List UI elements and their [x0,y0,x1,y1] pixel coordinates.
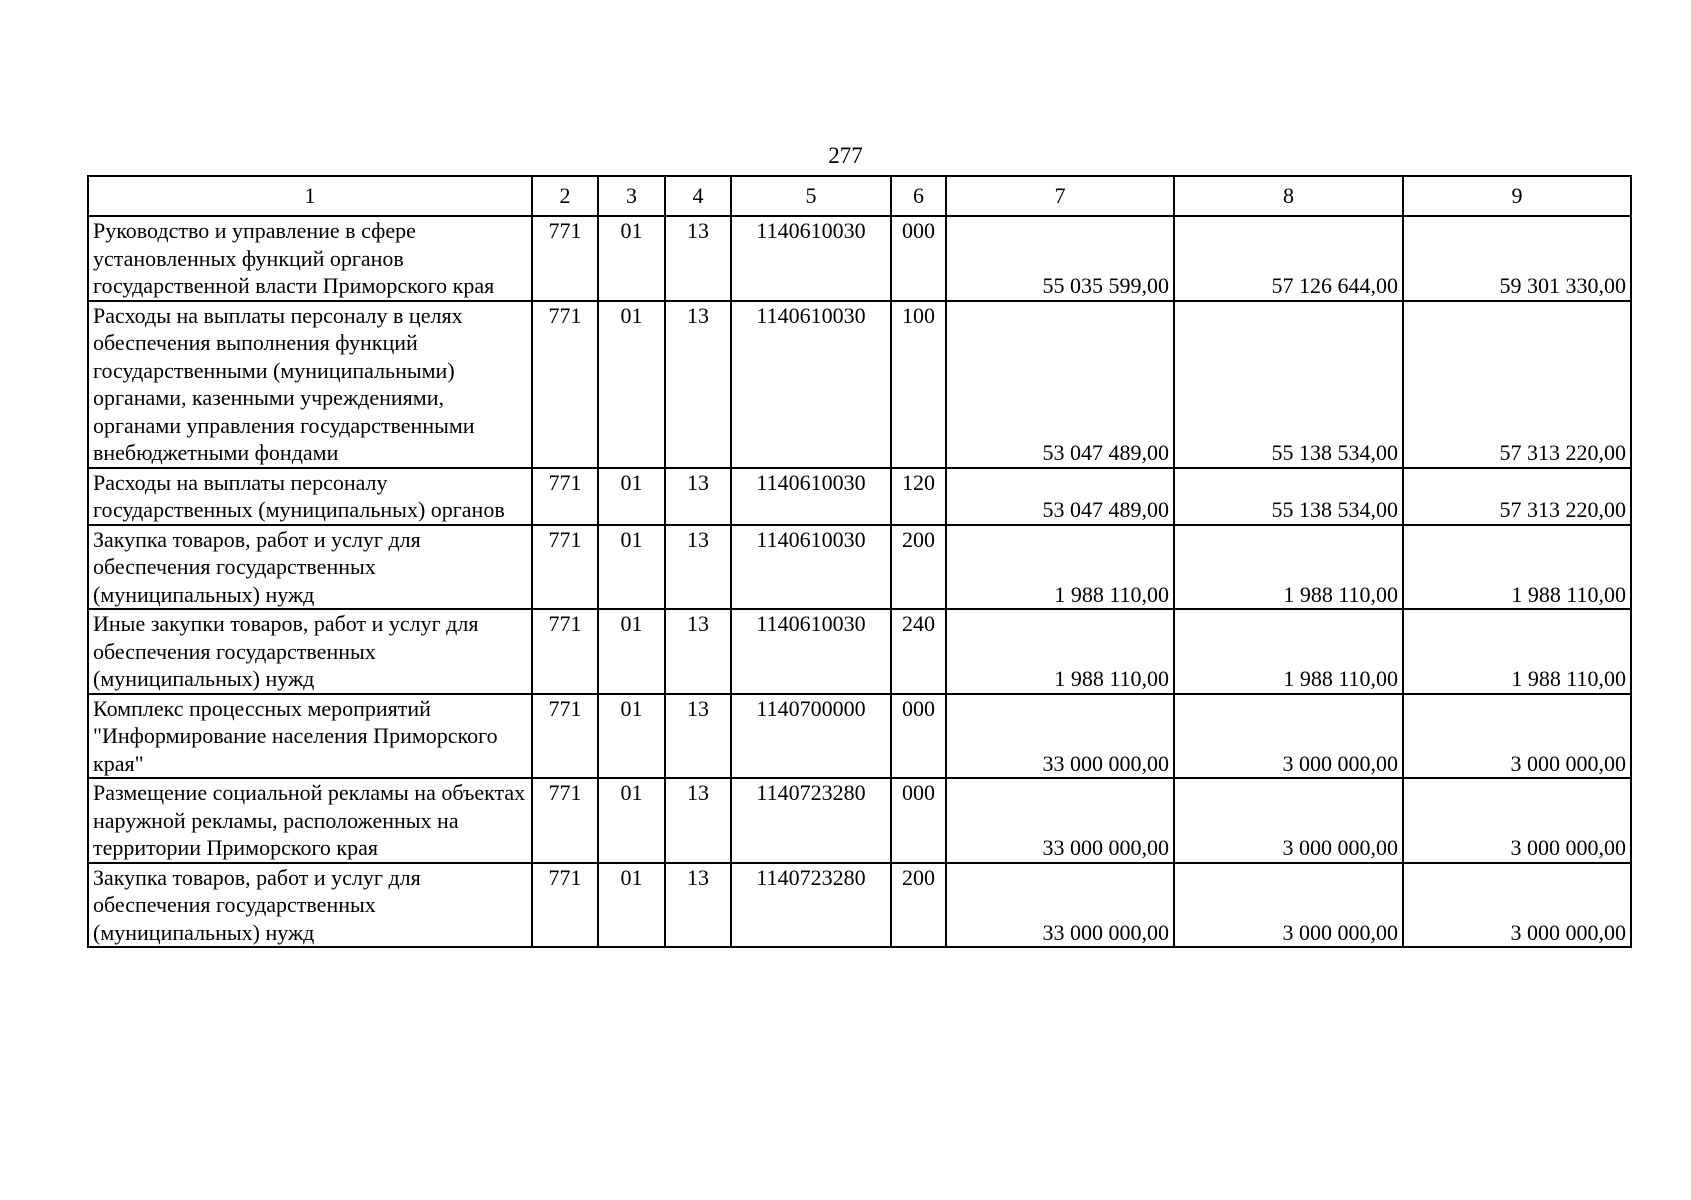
amount-col9: 57 313 220,00 [1403,301,1631,468]
header-row [88,176,1631,216]
expense-type-code: 200 [891,863,946,948]
item-name: Расходы на выплаты персоналу в целях обеспечения выполнения функций государственными (муниципальными) органами, казенными учреждениями, органами управления государственными внебюджетными фондами [88,301,532,468]
subsection-code: 13 [665,301,731,468]
amount-col8: 3 000 000,00 [1174,778,1403,863]
target-article-code: 1140610030 [731,468,891,525]
amount-col9: 57 313 220,00 [1403,468,1631,525]
section-code: 01 [598,778,665,863]
amount-col7: 1 988 110,00 [946,609,1174,694]
section-code: 01 [598,863,665,948]
ministry-code: 771 [532,778,598,863]
item-name: Иные закупки товаров, работ и услуг для обеспечения государственных (муниципальных) нужд [88,609,532,694]
item-name: Размещение социальной рекламы на объектах наружной рекламы, расположенных на территории Приморского края [88,778,532,863]
section-code: 01 [598,525,665,610]
subsection-code: 13 [665,216,731,301]
column-header: 5 [731,176,891,216]
item-name: Комплекс процессных мероприятий "Информирование населения Приморского края" [88,694,532,779]
section-code: 01 [598,301,665,468]
table-row [88,863,1631,948]
table-row [88,778,1631,863]
expense-type-code: 000 [891,778,946,863]
column-header: 1 [88,176,532,216]
item-name: Расходы на выплаты персоналу государственных (муниципальных) органов [88,468,532,525]
target-article-code: 1140610030 [731,525,891,610]
amount-col9: 3 000 000,00 [1403,694,1631,779]
budget-table [87,175,1632,948]
target-article-code: 1140610030 [731,301,891,468]
subsection-code: 13 [665,525,731,610]
ministry-code: 771 [532,216,598,301]
expense-type-code: 120 [891,468,946,525]
amount-col9: 3 000 000,00 [1403,863,1631,948]
column-header: 6 [891,176,946,216]
table-row [88,609,1631,694]
target-article-code: 1140723280 [731,778,891,863]
page-number: 277 [828,143,863,168]
table-row [88,468,1631,525]
ministry-code: 771 [532,525,598,610]
ministry-code: 771 [532,863,598,948]
amount-col8: 55 138 534,00 [1174,301,1403,468]
expense-type-code: 240 [891,609,946,694]
subsection-code: 13 [665,694,731,779]
amount-col7: 33 000 000,00 [946,778,1174,863]
expense-type-code: 200 [891,525,946,610]
amount-col9: 1 988 110,00 [1403,525,1631,610]
table-row [88,694,1631,779]
target-article-code: 1140723280 [731,863,891,948]
item-name: Руководство и управление в сфере установленных функций органов государственной власти Приморского края [88,216,532,301]
target-article-code: 1140610030 [731,609,891,694]
table-row [88,216,1631,301]
column-header: 4 [665,176,731,216]
amount-col8: 3 000 000,00 [1174,863,1403,948]
subsection-code: 13 [665,863,731,948]
amount-col8: 3 000 000,00 [1174,694,1403,779]
amount-col7: 1 988 110,00 [946,525,1174,610]
amount-col7: 55 035 599,00 [946,216,1174,301]
subsection-code: 13 [665,778,731,863]
ministry-code: 771 [532,694,598,779]
column-header: 2 [532,176,598,216]
amount-col9: 1 988 110,00 [1403,609,1631,694]
column-header: 8 [1174,176,1403,216]
amount-col9: 59 301 330,00 [1403,216,1631,301]
ministry-code: 771 [532,301,598,468]
column-header: 7 [946,176,1174,216]
table-row [88,301,1631,468]
section-code: 01 [598,609,665,694]
expense-type-code: 100 [891,301,946,468]
target-article-code: 1140610030 [731,216,891,301]
subsection-code: 13 [665,468,731,525]
expense-type-code: 000 [891,216,946,301]
amount-col7: 53 047 489,00 [946,468,1174,525]
table-row [88,525,1631,610]
subsection-code: 13 [665,609,731,694]
item-name: Закупка товаров, работ и услуг для обеспечения государственных (муниципальных) нужд [88,525,532,610]
amount-col9: 3 000 000,00 [1403,778,1631,863]
target-article-code: 1140700000 [731,694,891,779]
amount-col8: 55 138 534,00 [1174,468,1403,525]
column-header: 3 [598,176,665,216]
amount-col7: 53 047 489,00 [946,301,1174,468]
section-code: 01 [598,694,665,779]
ministry-code: 771 [532,609,598,694]
expense-type-code: 000 [891,694,946,779]
amount-col7: 33 000 000,00 [946,694,1174,779]
column-header: 9 [1403,176,1631,216]
amount-col8: 57 126 644,00 [1174,216,1403,301]
section-code: 01 [598,468,665,525]
ministry-code: 771 [532,468,598,525]
amount-col8: 1 988 110,00 [1174,525,1403,610]
amount-col8: 1 988 110,00 [1174,609,1403,694]
section-code: 01 [598,216,665,301]
item-name: Закупка товаров, работ и услуг для обеспечения государственных (муниципальных) нужд [88,863,532,948]
amount-col7: 33 000 000,00 [946,863,1174,948]
